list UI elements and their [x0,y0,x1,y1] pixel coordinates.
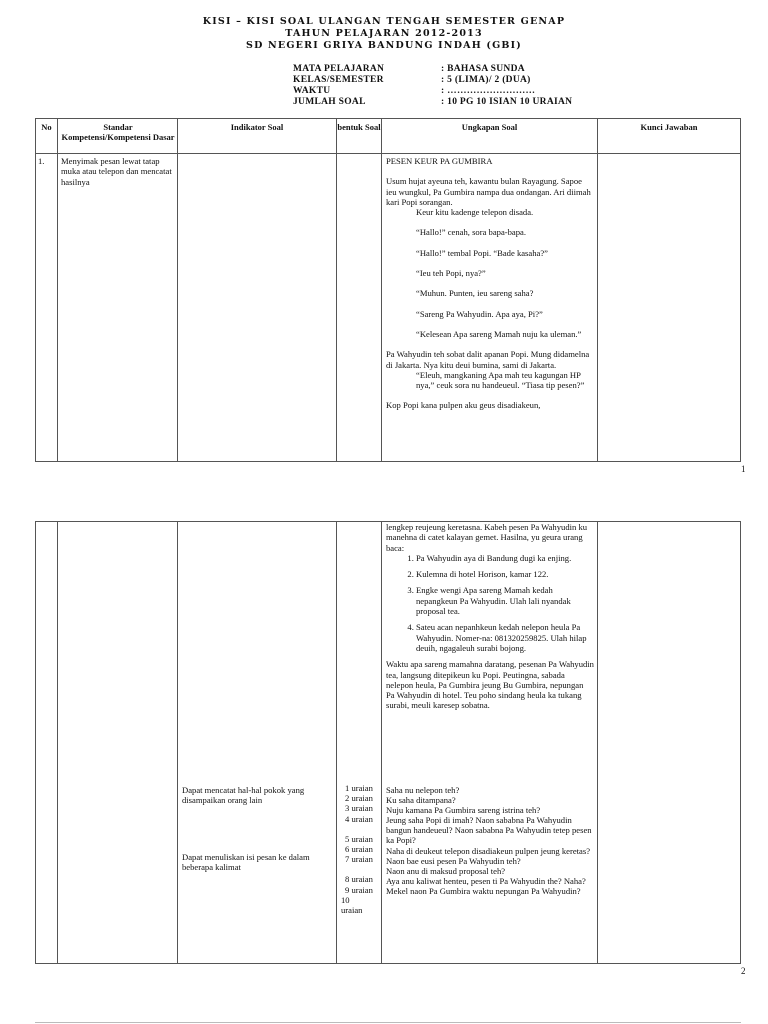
list-item: 2. Kulemna di hotel Horison, kamar 122. [416,569,594,579]
story-paragraph: Usum hujat ayeuna teh, kawantu bulan Rayagung. Sapoe ieu wungkul, Pa Gumbira nampa dua ondangan. Ari diimah kari Popi sorangan. [386,176,591,207]
question-item: Aya anu kaliwat henteu, pesen ti Pa Wahyudin the? Naha? [386,875,586,886]
col-header-standar: Standar Kompetensi/Kompetensi Dasar [61,122,175,142]
col-header-no: No [41,122,52,132]
story-line: “Sareng Pa Wahyudin. Apa aya, Pi?” [416,308,543,319]
bentuk-item: 7 uraian [345,854,373,865]
question-item: Nuju kamana Pa Gumbira sareng istrina teh? [386,805,541,816]
indikator-1: Dapat mencatat hal-hal pokok yang disampaikan orang lain [182,785,305,806]
question-item: Ku saha ditampana? [386,795,456,806]
bentuk-item: 4 uraian [345,813,373,824]
story-paragraph: Pa Wahyudin teh sobat dalit apanan Popi. Mung didamelna di Jakarta. Nya kitu deui bumina, sami di Jakarta. [386,349,590,370]
story-paragraph: lengkep reujeung keretasna. Kabeh pesen Pa Wahyudin ku manehna di catet kalayan gemet. Hasilna, yu geura urang baca: [386,522,588,553]
bentuk-item: 9 uraian [345,884,373,895]
page-number-1: 1 [741,464,746,474]
story-page-2 [386,522,594,711]
doc-title-line-1: KISI – KISI SOAL ULANGAN TENGAH SEMESTER GENAP [202,16,566,27]
question-item: Naon bae eusi pesen Pa Wahyudin teh? [386,855,521,866]
col-header-kunci: Kunci Jawaban [640,122,698,132]
story-line: “Hallo!” tembal Popi. “Bade kasaha?” [416,247,548,258]
standar-kompetensi-text: Menyimak pesan lewat tatap muka atau telepon dan mencatat hasilnya [61,156,172,187]
meta-value-count: : 10 PG 10 ISIAN 10 URAIAN [441,97,573,107]
bentuk-item: 2 uraian [345,793,373,804]
story-paragraph: Waktu apa sareng mamahna daratang, pesenan Pa Wahyudin tea, langsung ditepikeun ku Popi. Peutingna, sabada nelepon heula, Pa Gumbira jeung Bu Gumbira, nepungan Pa Wahyudin di hotel. Teu poho sindang heula ka tukang surabi, meuli karesep sobatna. [386,659,594,711]
bentuk-item: 8 uraian [345,874,373,885]
col-header-indikator: Indikator Soal [230,122,284,132]
question-item: Naha di deukeut telepon disadiakeun pulpen jeung keretas? [386,845,591,856]
meta-value-subject: : BAHASA SUNDA [441,64,525,74]
question-item: Jeung saha Popi di imah? Naon sababna Pa Wahyudin bangun handeueul? Naon sababna Pa Wahyudin tetep pesen ka Popi? [386,815,592,846]
bentuk-item: 6 uraian [345,844,373,855]
question-item: Saha nu nelepon teh? [386,785,460,795]
story-line: Keur kitu kadenge telepon disada. [416,207,534,218]
story-line: “Hallo!” cenah, sora bapa-bapa. [416,227,526,238]
next-page-edge [35,1022,741,1023]
meta-label-time: WAKTU [293,86,331,96]
meta-value-time: : ……………………… [441,86,536,96]
list-item: 3. Engke wengi Apa sareng Mamah kedah nepangkeun Pa Wahyudin. Ulah lali nyandak proposal tea. [416,585,594,616]
story-line: “Eleuh, mangkaning Apa mah teu kagungan HP nya,” ceuk sora nu handeueul. “Tiasa tip pesen?” [416,369,585,391]
col-header-bentuk: bentuk Soal [337,122,381,132]
meta-label-subject: MATA PELAJARAN [293,64,385,74]
story-title: PESEN KEUR PA GUMBIRA [386,156,493,166]
question-item: Mekel naon Pa Gumbira waktu nepungan Pa Wahyudin? [386,885,581,896]
story-line: “Ieu teh Popi, nya?” [416,268,486,279]
story-line: “Muhun. Punten, ieu sareng saha? [416,288,534,299]
bentuk-item: 5 uraian [345,833,373,844]
story-paragraph: Kop Popi kana pulpen aku geus disadiakeun, [386,400,541,411]
pesen-list [386,553,594,653]
bentuk-item: 10 uraian [341,894,363,916]
indikator-2: Dapat menuliskan isi pesan ke dalam beberapa kalimat [182,852,310,873]
bentuk-item: 1 uraian [345,783,373,793]
meta-label-class: KELAS/SEMESTER [293,75,384,85]
list-item: 4. Sateu acan nepanhkeun kedah nelepon heula Pa Wahyudin. Nomer-na: 081320259825. Ulah hilap deuih, ngagaleuh surabi bojong. [416,622,594,653]
meta-label-count: JUMLAH SOAL [293,97,366,107]
question-item: Naon anu di maksud proposal teh? [386,865,506,876]
list-item: 1. Pa Wahyudin aya di Bandung dugi ka enjing. [416,553,594,563]
row-number: 1. [38,156,45,166]
col-header-ungkapan: Ungkapan Soal [461,122,518,132]
bentuk-item: 3 uraian [345,803,373,814]
page-number-2: 2 [741,966,746,976]
bentuk-soal-list [341,783,381,915]
doc-title-line-2: TAHUN PELAJARAN 2012-2013 [285,28,483,39]
doc-title-line-3: SD NEGERI GRIYA BANDUNG INDAH (GBI) [246,40,522,51]
meta-value-class: : 5 (LIMA)/ 2 (DUA) [441,75,531,85]
story-line: “Kelesean Apa sareng Mamah nuju ka uleman.” [416,328,582,339]
question-list [386,785,594,896]
story-page-1 [386,156,594,411]
